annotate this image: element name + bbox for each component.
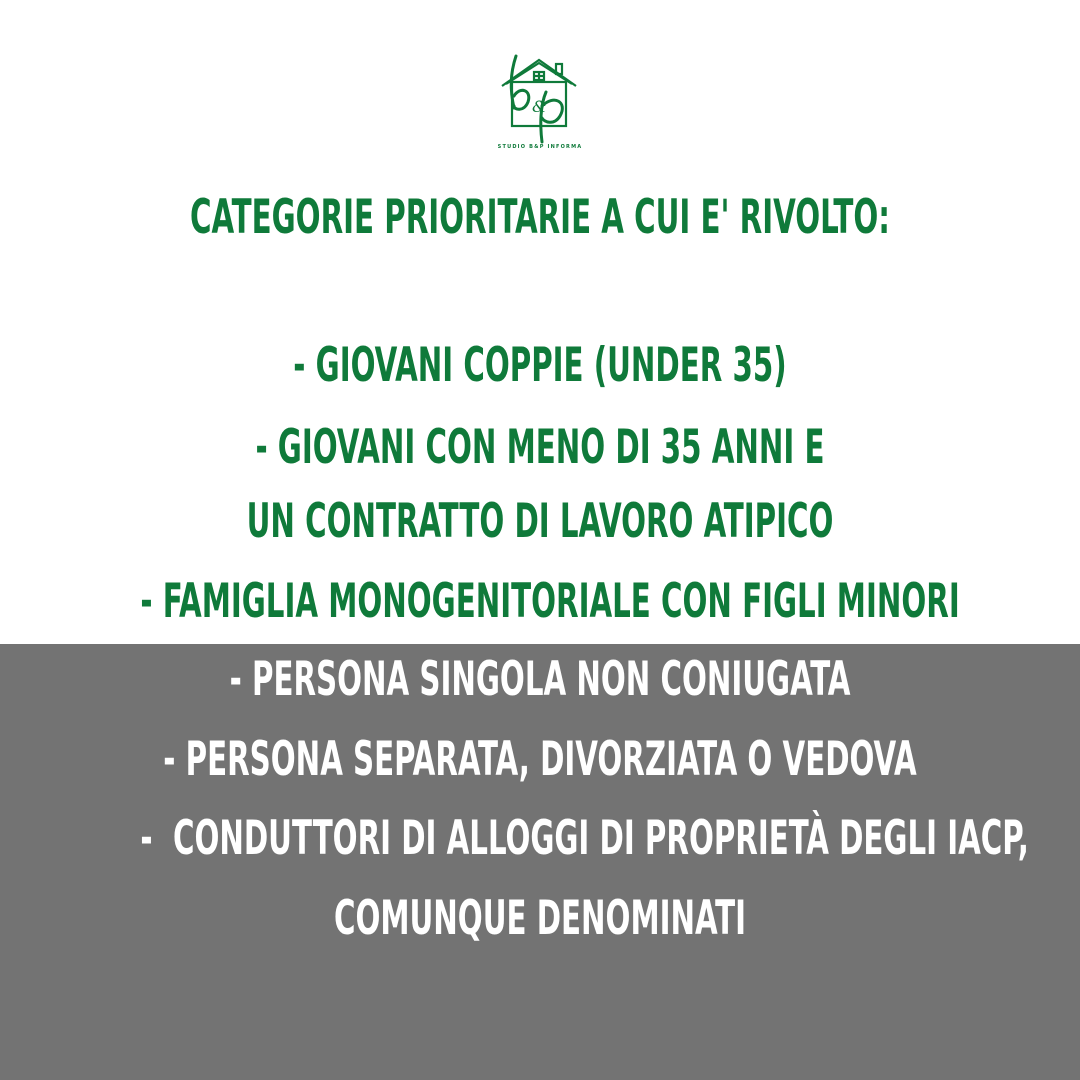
list-item: - PERSONA SEPARATA, DIVORZIATA O VEDOVA (163, 731, 917, 787)
list-item: - GIOVANI COPPIE (UNDER 35) (293, 337, 787, 393)
list-item: COMUNQUE DENOMINATI (333, 890, 747, 946)
logo-caption: STUDIO B&P INFORMA (497, 144, 583, 150)
list-item: - PERSONA SINGOLA NON CONIUGATA (229, 651, 851, 707)
page-title: CATEGORIE PRIORITARIE A CUI E' RIVOLTO: (190, 189, 890, 245)
list-item: - FAMIGLIA MONOGENITORIALE CON FIGLI MINORI (140, 573, 960, 629)
house-logo-icon (496, 50, 582, 150)
svg-text:&: & (532, 97, 547, 116)
list-item: UN CONTRATTO DI LAVORO ATIPICO (246, 493, 834, 549)
list-item: - CONDUTTORI DI ALLOGGI DI PROPRIETÀ DEGLI IACP, (140, 810, 1029, 866)
list-item: - GIOVANI CON MENO DI 35 ANNI E (255, 419, 825, 475)
